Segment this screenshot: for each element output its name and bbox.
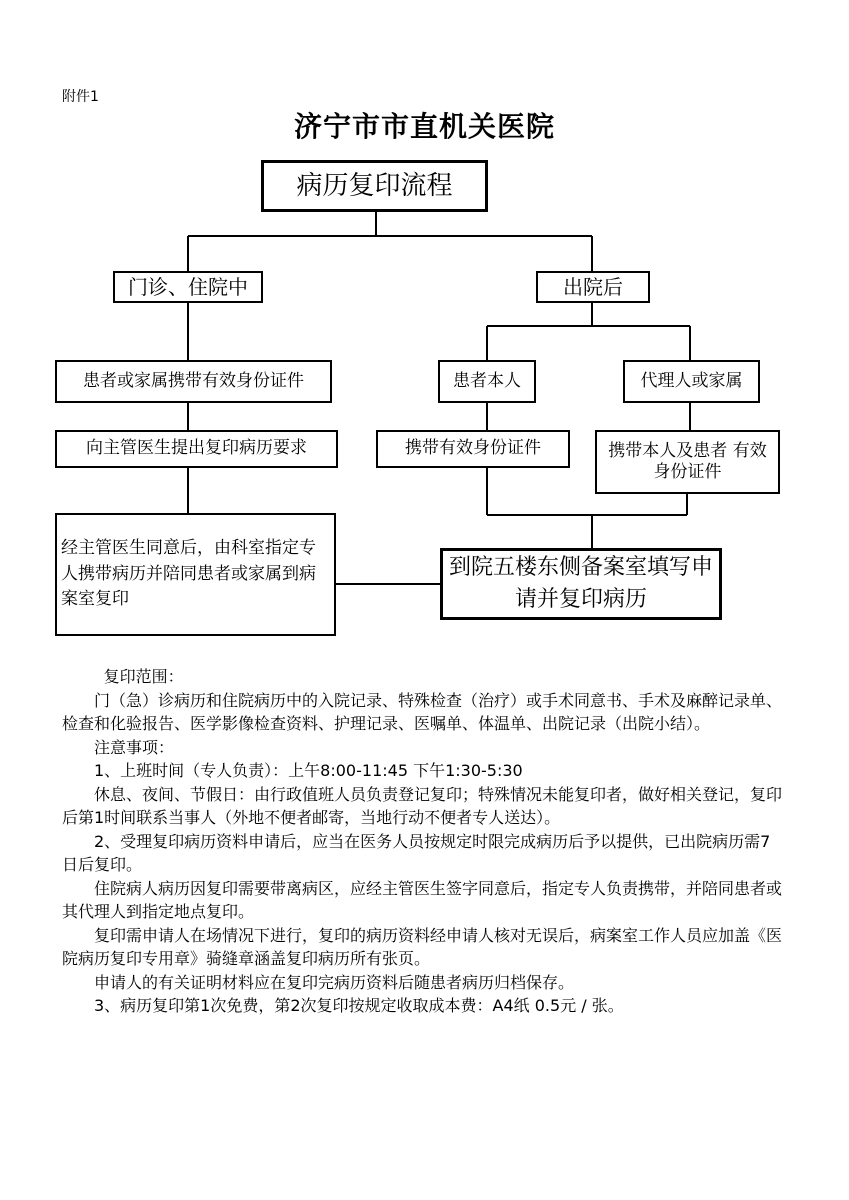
note-item-1: 1、上班时间（专人负责）：上午8:00-11:45 下午1:30-5:30 [94,761,523,780]
scope-text: 门（急）诊病历和住院病历中的入院记录、特殊检查（治疗）或手术同意书、手术及麻醉记录单、检查和化验报告、医学影像检查资料、护理记录、医嘱单、体温单、出院记录（出院小结）。 [62,690,783,733]
note-item-2-archive: 申请人的有关证明材料应在复印完病历资料后随患者病历归档保存。 [94,972,575,992]
agent-step-box: 携带本人及患者 有效身份证件 [595,430,780,494]
branch-outpatient-box: 门诊、住院中 [113,271,263,303]
outpatient-step2-box: 向主管医生提出复印病历要求 [55,430,338,468]
notes-section [62,665,782,1018]
note-item-2: 2、受理复印病历资料申请后，应当在医务人员按规定时限完成病历后予以提供，已出院病历需7日后复印。 [62,831,771,874]
self-step-box: 携带有效身份证件 [376,430,570,468]
outpatient-step1-box: 患者或家属携带有效身份证件 [55,360,332,403]
note-item-1-holiday: 休息、夜间、节假日：由行政值班人员负责登记复印；特殊情况未能复印者，做好相关登记，复印后第1时间联系当事人（外地不便者邮寄，当地行动不便者专人送达）。 [62,784,783,827]
note-item-3: 3、病历复印第1次免费，第2次复印按规定收取成本费：A4纸 0.5元 / 张。 [94,996,624,1015]
self-label-box: 患者本人 [438,360,536,403]
attention-heading: 注意事项： [94,737,175,757]
note-item-2-stamp: 复印需申请人在场情况下进行，复印的病历资料经申请人核对无误后，病案室工作人员应加盖《医院病历复印专用章》骑缝章涵盖复印病历所有张页。 [62,925,783,968]
final-step-box: 到院五楼东侧备案室填写申请并复印病历 [440,548,722,620]
agent-label-box: 代理人或家属 [623,360,760,403]
outpatient-step3-box: 经主管医生同意后，由科室指定专人携带病历并陪同患者或家属到病案室复印 [55,513,336,636]
flowchart-title-box: 病历复印流程 [261,160,488,212]
note-item-2-inpatient: 住院病人病历因复印需要带离病区，应经主管医生签字同意后，指定专人负责携带，并陪同患者或其代理人到指定地点复印。 [62,878,783,921]
scope-heading: 复印范围： [103,667,184,686]
attachment-label: 附件1 [62,89,99,105]
branch-discharged-box: 出院后 [536,271,650,303]
hospital-name: 济宁市市直机关医院 [293,110,555,143]
